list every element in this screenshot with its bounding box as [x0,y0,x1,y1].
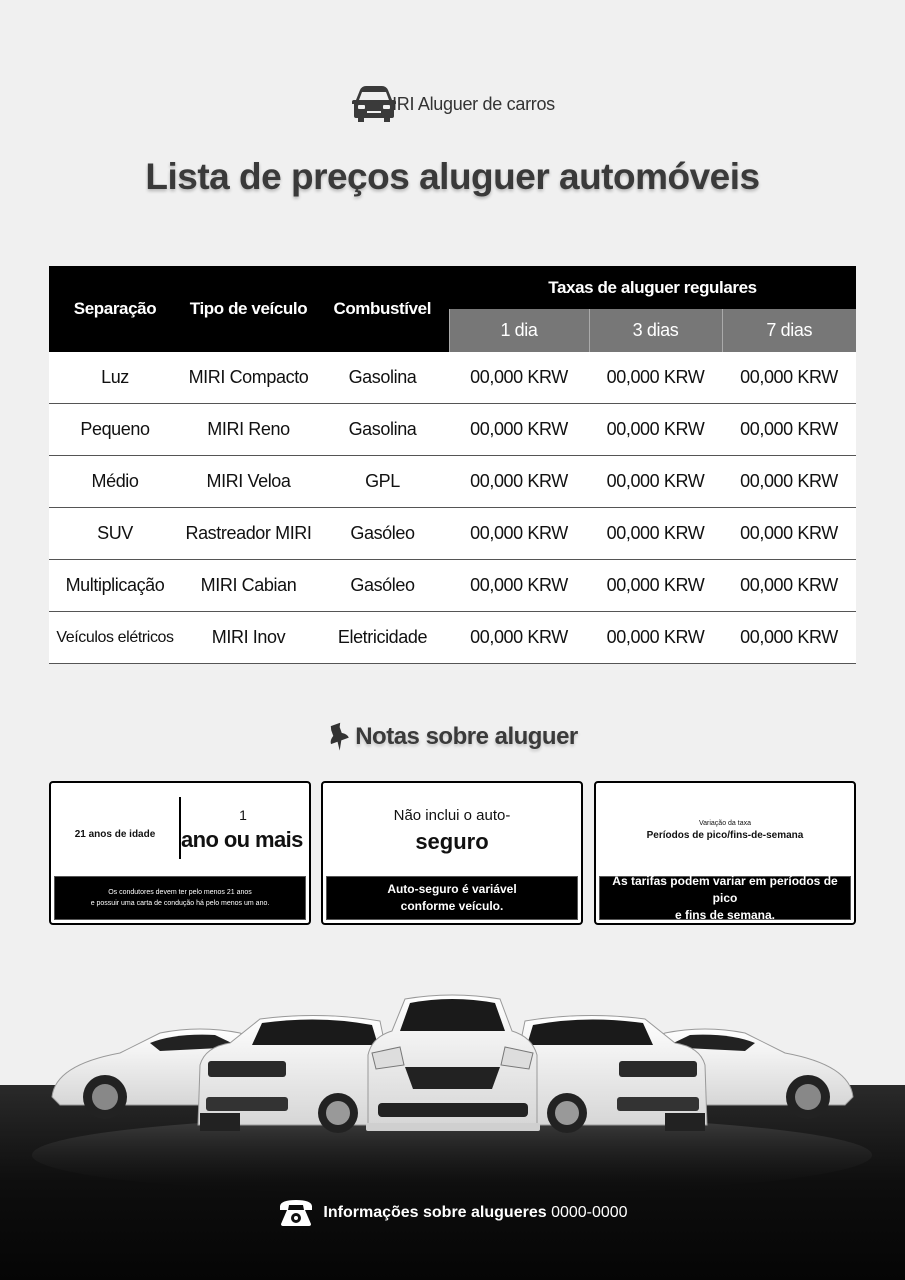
brand-name: IRI Aluguer de carros [392,93,555,114]
cell-price-3-days: 00,000 KRW [589,560,722,612]
note-footer-line: conforme veículo. [400,899,504,913]
cell-price-1-day: 00,000 KRW [449,352,589,404]
notes-title: Notas sobre aluguer [355,723,578,750]
cell-fuel: GPL [316,456,449,508]
cell-price-3-days: 00,000 KRW [589,352,722,404]
telephone-icon [277,1198,315,1228]
table-row [49,560,856,612]
note-footer [54,876,306,920]
note-footer-line: Auto-seguro é variável [387,882,517,896]
peak-periods-label: Períodos de pico/fins-de-semana [646,830,804,841]
rate-variation-label: Variação da taxa [698,820,751,827]
note-footer-line: e fins de semana. [674,907,776,922]
cell-price-1-day: 00,000 KRW [449,404,589,456]
contact-label: Informações sobre alugueres [323,1204,547,1221]
cell-price-3-days: 00,000 KRW [589,612,722,664]
header-1-day: 1 dia [449,309,589,352]
car-icon [350,84,398,124]
cell-price-7-days: 00,000 KRW [722,612,856,664]
cell-price-1-day: 00,000 KRW [449,560,589,612]
note-card-rate-variation [594,781,856,925]
contact-number: 0000-0000 [551,1204,628,1221]
cell-vehicle-type: MIRI Reno [181,404,316,456]
cell-vehicle-type: MIRI Cabian [181,560,316,612]
cell-separation: SUV [49,508,181,560]
years-number: 1 [239,807,247,823]
age-label: 21 anos de idade [74,829,156,840]
cell-price-7-days: 00,000 KRW [722,560,856,612]
header-3-days: 3 dias [589,309,722,352]
insurance-line1: Não inclui o auto- [393,807,511,824]
cell-price-1-day: 00,000 KRW [449,508,589,560]
brand-header [0,84,905,124]
cell-separation: Multiplicação [49,560,181,612]
note-footer-line: Os condutores devem ter pelo menos 21 anos [108,889,252,896]
price-table [49,266,856,664]
cell-separation: Veículos elétricos [49,612,181,664]
cell-price-3-days: 00,000 KRW [589,404,722,456]
table-row [49,352,856,404]
note-footer [326,876,578,920]
cell-vehicle-type: MIRI Veloa [181,456,316,508]
note-footer-line: As tarifas podem variar em períodos de pico [612,873,838,905]
years-text: ano ou mais [181,827,303,852]
cell-fuel: Gasolina [316,352,449,404]
cell-separation: Luz [49,352,181,404]
note-footer-line: e possuir uma carta de condução há pelo menos um ano. [90,900,270,907]
cell-price-3-days: 00,000 KRW [589,456,722,508]
cell-vehicle-type: MIRI Inov [181,612,316,664]
note-card-age [49,781,311,925]
cell-separation: Médio [49,456,181,508]
table-row [49,612,856,664]
cell-fuel: Eletricidade [316,612,449,664]
cell-fuel: Gasóleo [316,508,449,560]
table-row [49,404,856,456]
cell-price-1-day: 00,000 KRW [449,612,589,664]
header-vehicle-type: Tipo de veículo [181,266,316,352]
header-fuel: Combustível [316,266,449,352]
header-7-days: 7 dias [722,309,856,352]
pushpin-icon [327,722,351,752]
note-footer [599,873,851,922]
table-row [49,456,856,508]
cell-price-7-days: 00,000 KRW [722,352,856,404]
cell-price-7-days: 00,000 KRW [722,508,856,560]
cell-price-3-days: 00,000 KRW [589,508,722,560]
cell-price-7-days: 00,000 KRW [722,404,856,456]
cell-vehicle-type: MIRI Compacto [181,352,316,404]
header-regular-rates: Taxas de aluguer regulares [449,266,856,309]
insurance-line2: seguro [415,829,489,854]
car-center-sedan [366,995,540,1131]
notes-heading [0,722,905,752]
cell-vehicle-type: Rastreador MIRI [181,508,316,560]
page-title: Lista de preços aluguer automóveis [145,156,760,197]
header-separation: Separação [49,266,181,352]
contact-info [0,1198,905,1228]
cell-separation: Pequeno [49,404,181,456]
table-row [49,508,856,560]
cars-photo [0,985,905,1280]
cell-fuel: Gasóleo [316,560,449,612]
cell-price-1-day: 00,000 KRW [449,456,589,508]
cell-fuel: Gasolina [316,404,449,456]
note-card-insurance [321,781,583,925]
cell-price-7-days: 00,000 KRW [722,456,856,508]
